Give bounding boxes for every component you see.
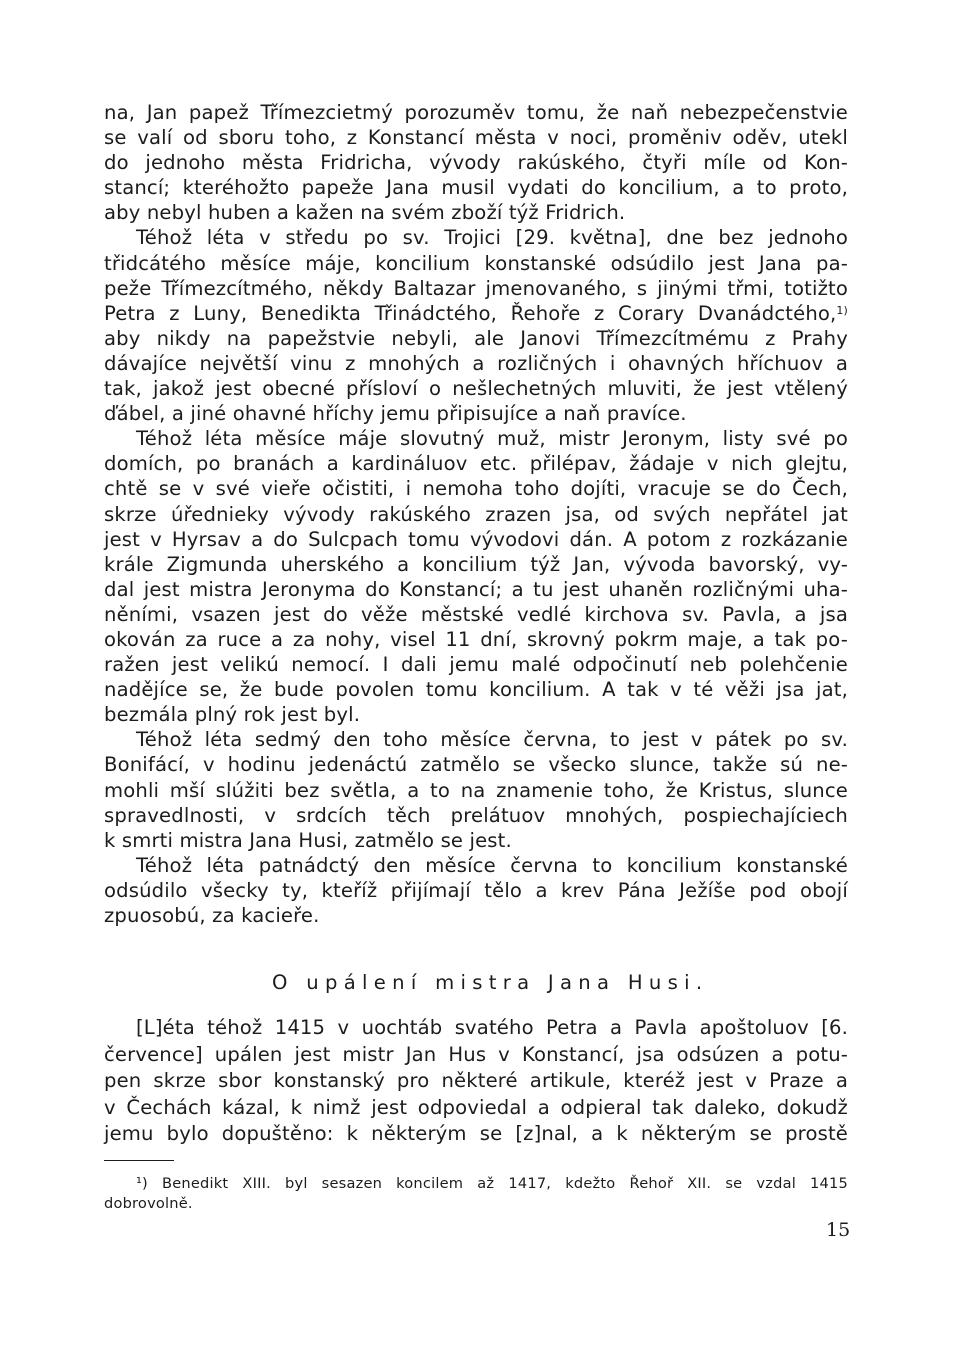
text-line: zpuosobú, za kacieře. [104, 904, 320, 927]
text-line: ražen jest velikú nemocí. I dali jemu malé odpočinutí neb polehčenie [104, 653, 848, 677]
text-line: peže Třímezcítmého, někdy Baltazar jmenovaného, s jinými třmi, totižto [104, 276, 848, 300]
paragraph-first-line: Téhož léta v středu po sv. Trojici [29. května], dne bez jednoho [136, 226, 848, 250]
paragraph-first-line: [L]éta téhož 1415 v uochtáb svatého Petra a Pavla apoštoluov [6. [136, 1016, 848, 1039]
text-line: třidcátého měsíce máje, koncilium konstanské odsúdilo jest Jana pa- [104, 251, 848, 275]
text-line: v Čechách kázal, k nimž jest odpoviedal a odpieral tak daleko, dokudž [104, 1095, 848, 1119]
text-line: tak, jakož jest obecné přísloví o nešlechetných mluviti, že jest vtělený [104, 377, 848, 401]
text-line: něními, vsazen jest do věže městské vedlé kirchova sv. Pavla, a jsa [104, 602, 848, 626]
text-line: se valí od sboru toho, z Konstancí města v noci, proměniv oděv, utekl [104, 126, 848, 150]
text-line: domích, po branách a kardináluov etc. přilépav, žádaje v nich glejtu, [104, 452, 848, 476]
text-line: dal jest mistra Jeronyma do Konstancí; a tu jest uhaněn rozličnými uha- [104, 577, 848, 601]
text-line: spravedlnosti, v srdcích těch prelátuov mnohých, pospiechajíciech [104, 803, 848, 827]
text-line: bezmála plný rok jest byl. [104, 703, 361, 727]
text-line: krále Zigmunda uherského a koncilium týž Jan, vývoda bavorský, vy- [104, 552, 848, 576]
text-line: odsúdilo všecky ty, kteříž přijímají tělo a krev Pána Ježíše pod obojí [104, 878, 848, 902]
footnote-divider [104, 1160, 174, 1161]
text-line: chtě se v své vieře očistiti, i nemoha toho dojíti, vracuje se do Čech, [104, 477, 848, 501]
text-line: jemu bylo dopuštěno: k některým se [z]nal, a k některým se prostě [104, 1122, 848, 1145]
section-heading: O upálení mistra Jana Husi. [272, 971, 709, 994]
main-text-block [104, 100, 848, 928]
footnote-line: dobrovolně. [104, 1194, 193, 1212]
text-segment: Petra z Luny, Benedikta Třinádctého, Řehoře z Corary Dvanádctého, [104, 301, 837, 325]
footnote [104, 1174, 848, 1213]
text-line: k smrti mistra Jana Husi, zatmělo se jest. [104, 828, 512, 852]
footnote-marker: 1) [836, 303, 848, 317]
paragraph-first-line: Téhož léta měsíce máje slovutný muž, mistr Jeronym, listy své po [136, 427, 848, 451]
text-line: jest v Hyrsav a do Sulcpach tomu vývodovi dán. A potom z rozkázanie [104, 527, 848, 551]
paragraph-first-line: Téhož léta sedmý den toho měsíce června, to jest v pátek po sv. [136, 728, 848, 752]
paragraph-first-line: Téhož léta patnádctý den měsíce června to koncilium konstanské [136, 853, 848, 877]
text-line: okován za ruce a za nohy, visel 11 dní, skrovný pokrm maje, a tak po- [104, 627, 848, 651]
text-line: ďábel, a jiné ohavné hříchy jemu připisujíce a naň pravíce. [104, 402, 687, 426]
text-line: aby nebyl huben a kažen na svém zboží týž Fridrich. [104, 201, 626, 225]
section-text-block [104, 1015, 848, 1148]
text-line: mohli mší slúžiti bez světla, a to na znamenie toho, že Kristus, slunce [104, 778, 848, 802]
text-line: nadějíce se, že bude povolen tomu koncilium. A tak v té věži jsa jat, [104, 678, 848, 702]
text-line: dávajíce největší vinu z mnohých a rozličných i ohavných hříchuov a [104, 351, 848, 375]
text-line: aby nikdy na papežstvie nebyli, ale Janovi Třímezcítmému z Prahy [104, 326, 848, 350]
text-line: na, Jan papež Třímezcietmý porozuměv tomu, že naň nebezpečenstvie [104, 101, 848, 124]
footnote-line: ¹) Benedikt XIII. byl sesazen koncilem až 1417, kdežto Řehoř XII. se vzdal 1415 [136, 1175, 848, 1192]
text-line: stancí; kteréhožto papeže Jana musil vydati do koncilium, a to proto, [104, 176, 848, 200]
page-number: 15 [826, 1219, 851, 1241]
text-line: skrze úřednieky vývody rakúského zrazen jsa, od svých nepřátel jat [104, 502, 848, 526]
text-line: Bonifácí, v hodinu jedenáctú zatmělo se všecko slunce, takže sú ne- [104, 753, 848, 777]
text-line: do jednoho města Fridricha, vývody rakúského, čtyři míle od Kon- [104, 151, 848, 175]
text-line: pen skrze sbor konstanský pro některé artikule, kteréž jest v Praze a [104, 1069, 848, 1092]
text-line-with-footnote [104, 301, 848, 326]
text-line: července] upálen jest mistr Jan Hus v Konstancí, jsa odsúzen a potu- [104, 1042, 848, 1066]
